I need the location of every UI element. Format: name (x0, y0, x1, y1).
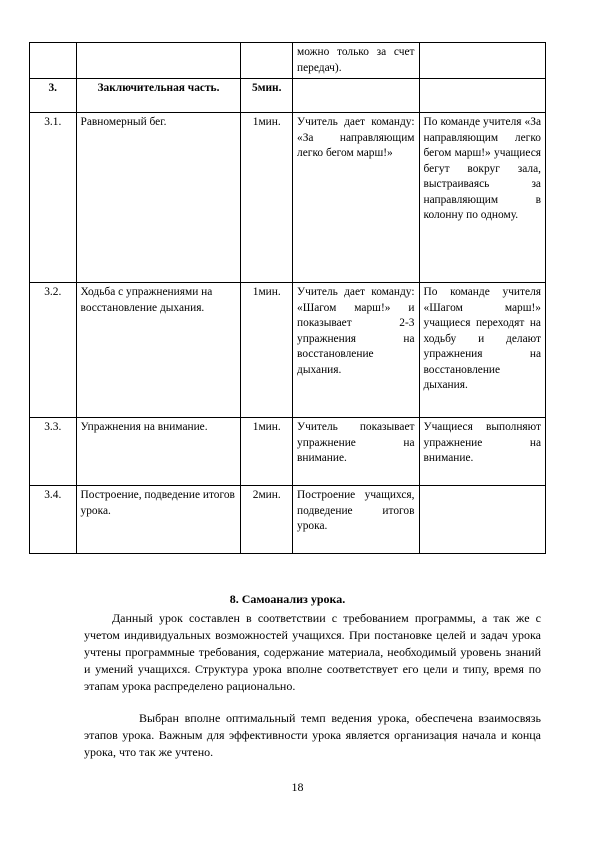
row-time: 1мин. (241, 283, 293, 418)
row-teacher: Построение учащихся, подведение итогов урока. (293, 486, 419, 554)
row-number: 3.2. (30, 283, 77, 418)
row-number: 3.1. (30, 113, 77, 283)
table-row (30, 418, 546, 486)
cell-time (241, 43, 293, 79)
table-row (30, 113, 546, 283)
row-students: Учащиеся выполняют упражнение на внимание. (419, 418, 546, 486)
row-time: 1мин. (241, 113, 293, 283)
row-number: 3.4. (30, 486, 77, 554)
row-name: Равномерный бег. (76, 113, 241, 283)
row-teacher: Учитель дает команду: «За направляющим легко бегом марш!» (293, 113, 419, 283)
analysis-paragraph-2: Выбран вполне оптимальный темп ведения урока, обеспечена взаимосвязь этапов урока. Важным для эффективности урока является организация начала и конца урока, что так же учтено. (84, 711, 541, 759)
row-name: Ходьба с упражнениями на восстановление дыхания. (76, 283, 241, 418)
section-time: 5мин. (241, 79, 293, 113)
row-number: 3.3. (30, 418, 77, 486)
row-students: По команде учителя «Шагом марш!» учащиеся переходят на ходьбу и делают упражнения на восстановление дыхания. (419, 283, 546, 418)
row-teacher: Учитель показывает упражнение на внимание. (293, 418, 419, 486)
table-row-continuation (30, 43, 546, 79)
cell-teacher (293, 79, 419, 113)
table-row (30, 283, 546, 418)
page-number: 18 (291, 780, 304, 794)
row-time: 1мин. (241, 418, 293, 486)
cell-students (419, 43, 546, 79)
row-name: Упражнения на внимание. (76, 418, 241, 486)
table-row (30, 486, 546, 554)
row-name: Построение, подведение итогов урока. (76, 486, 241, 554)
section-heading: 8. Самоанализ урока. (229, 592, 346, 606)
cell-num (30, 43, 77, 79)
cell-teacher: можно только за счет передач). (293, 43, 419, 79)
row-time: 2мин. (241, 486, 293, 554)
row-students: По команде учителя «За направляющим легко бегом марш!» учащиеся бегут вокруг зала, выстраиваясь за направляющим в колонну по одному. (419, 113, 546, 283)
row-teacher: Учитель дает команду: «Шагом марш!» и показывает 2-3 упражнения на восстановление дыхания. (293, 283, 419, 418)
section-name: Заключительная часть. (76, 79, 241, 113)
cell-name (76, 43, 241, 79)
analysis-paragraph-1: Данный урок составлен в соответствии с требованием программы, а так же с учетом индивидуальных возможностей учащихся. При постановке целей и задач урока учтены программные требования, содержание материала, необходимый уровень знаний и умений учащихся. Структура урока вполне соответствует его цели и типу, время по этапам урока распределено рационально. (84, 611, 541, 693)
row-students (419, 486, 546, 554)
section-number: 3. (30, 79, 77, 113)
lesson-plan-table (29, 42, 546, 554)
cell-students (419, 79, 546, 113)
table-row-section (30, 79, 546, 113)
